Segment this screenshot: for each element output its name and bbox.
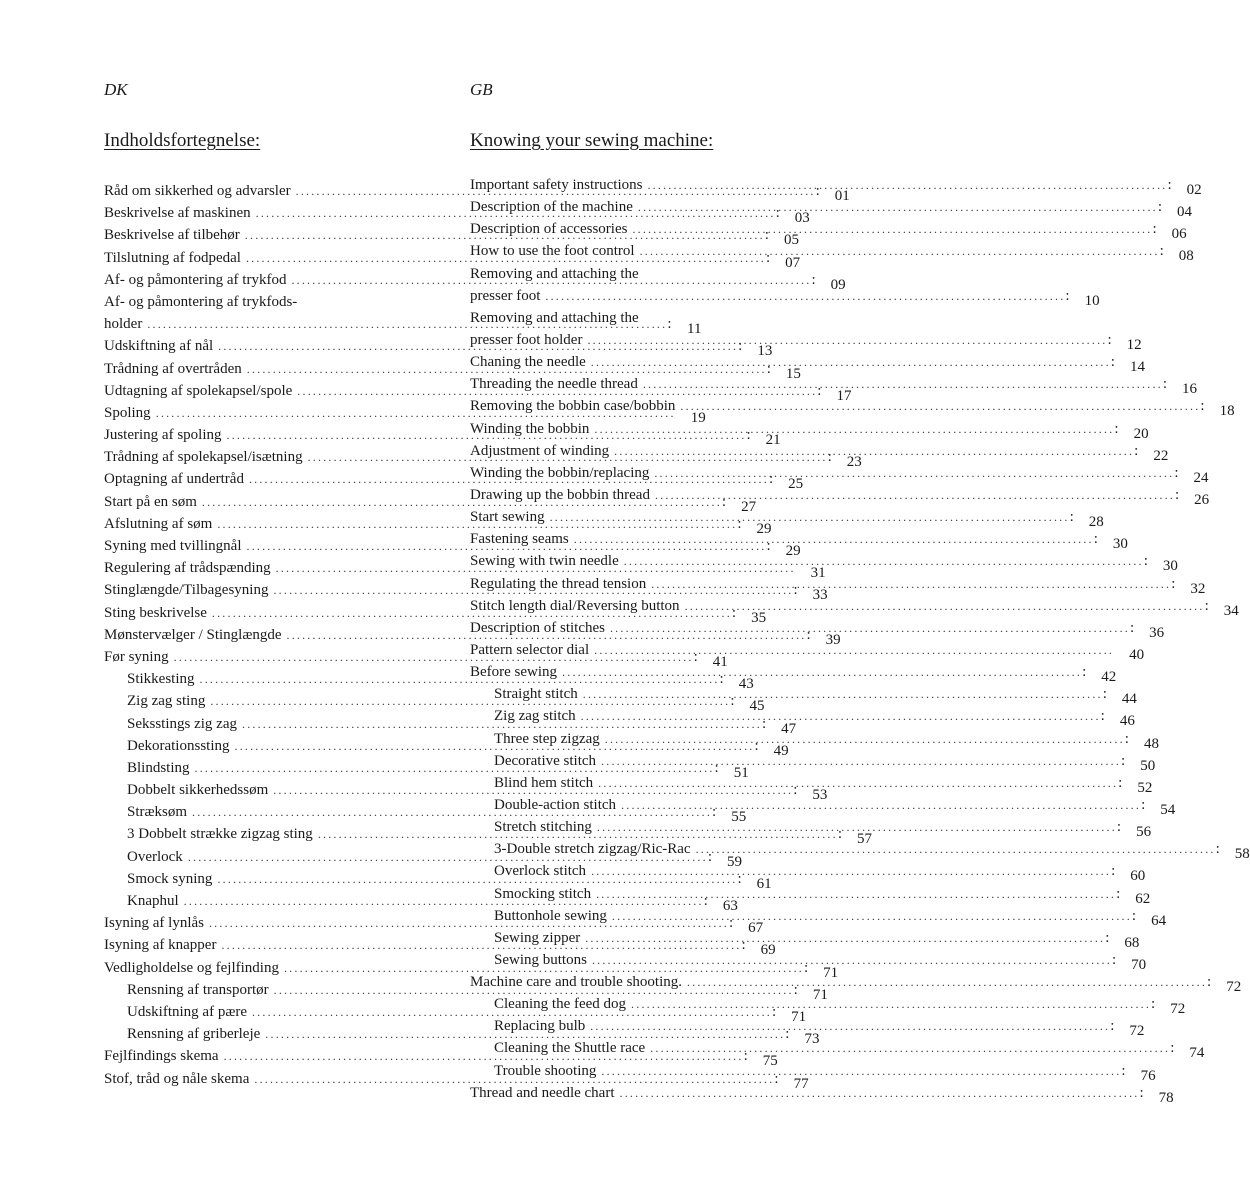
toc-dot-leader [582, 329, 1107, 351]
toc-entry-label: 3-Double stretch zigzag/Ric-Rac [494, 841, 691, 858]
toc-entry-page: 59 [726, 853, 742, 870]
toc-entry-separator: : [1167, 177, 1172, 193]
toc-entry-label: Straight stitch [494, 686, 578, 703]
toc-entry-page: 56 [1136, 824, 1152, 841]
toc-entry-label: Cleaning the feed dog [494, 996, 627, 1013]
toc-entry-label: Dobbelt sikkerhedssøm [127, 782, 269, 799]
toc-entry-label: Removing and attaching the [470, 309, 639, 326]
toc-entry-separator: : [765, 249, 771, 266]
toc-entry-page: 50 [1140, 757, 1156, 774]
toc-entry-label: Chaning the needle [470, 354, 586, 371]
toc-entry-label: Råd om sikkerhed og advarsler [104, 183, 291, 199]
toc-entry-page: 36 [1149, 624, 1165, 641]
toc-entry-page: 52 [1137, 779, 1153, 796]
toc-entry-separator: : [1215, 841, 1220, 858]
toc-entry-page: 06 [1171, 226, 1187, 243]
toc-dot-leader [569, 528, 1094, 550]
toc-entry-page: 41 [712, 653, 728, 670]
toc-entry-label: Before sewing [470, 664, 558, 681]
toc-entry-page: 58 [1234, 846, 1250, 863]
toc-entry-separator: : [1110, 1018, 1115, 1035]
toc-entry-page: 75 [762, 1053, 778, 1070]
toc-entry-label: Zig zag stitch [494, 708, 576, 725]
toc-entry-separator: : [827, 449, 832, 466]
toc-entry-label: Stof, tråd og nåle skema [104, 1070, 250, 1087]
toc-entry-label: Stræksøm [127, 804, 188, 821]
toc-dot-leader [638, 373, 1163, 395]
toc-entry-separator: : [1102, 686, 1107, 703]
toc-entry [470, 285, 1100, 309]
toc-dot-leader [605, 617, 1130, 639]
toc-entry-separator: : [1100, 708, 1105, 725]
toc-entry-page: 19 [690, 409, 706, 426]
toc-entry-label: Spoling [104, 404, 151, 421]
toc-entry-label: Drawing up the bobbin thread [470, 486, 650, 503]
toc-dot-leader [646, 573, 1171, 595]
toc-dot-leader [596, 750, 1121, 772]
toc-entry-separator: : [768, 471, 774, 488]
toc-entry-page: 34 [1223, 602, 1239, 619]
toc-entry-label: Rensning af griberleje [127, 1026, 261, 1043]
toc-entry-label: Beskrivelse af maskinen [104, 205, 251, 222]
toc-entry-page: 49 [773, 742, 789, 759]
toc-entry-separator: : [1082, 664, 1087, 681]
toc-entry-page: 78 [1158, 1089, 1174, 1106]
toc-entry-separator: : [1116, 885, 1121, 902]
toc-entry-page: 23 [846, 454, 862, 471]
toc-entry-page: 25 [788, 476, 804, 493]
toc-entry-separator: : [721, 493, 727, 510]
toc-entry-label: Trouble shooting [494, 1062, 597, 1079]
toc-entry-label: Decorative stitch [494, 752, 597, 769]
toc-entry-label: Smocking stitch [494, 885, 592, 902]
toc-entry-page: 39 [825, 631, 841, 648]
toc-entry-label: Dekorationssting [127, 737, 230, 754]
toc-entry-separator: : [793, 782, 798, 799]
toc-entry-label: Optagning af undertråd [104, 471, 244, 488]
toc-entry-label: Af- og påmontering af trykfods- [104, 293, 298, 310]
toc-entry-separator: : [703, 893, 708, 909]
toc-entry-label: Sting beskrivelse [104, 604, 207, 621]
toc-entry-page: 29 [756, 520, 772, 537]
toc-entry-label: Overlock [127, 848, 183, 865]
toc-entry-page: 60 [1130, 868, 1146, 885]
toc-entry-page: 74 [1189, 1045, 1205, 1062]
toc-entry-page: 10 [1084, 292, 1100, 309]
toc-entry-page: 33 [812, 587, 828, 604]
toc-entry-page: 77 [793, 1075, 809, 1092]
toc-entry-separator: : [1093, 531, 1098, 548]
toc-entry-page: 71 [791, 1008, 807, 1025]
toc-dot-leader [627, 218, 1152, 240]
toc-entry-label: Før syning [104, 648, 169, 665]
toc-entry-separator: : [1139, 1084, 1144, 1101]
toc-entry-separator: : [693, 648, 698, 665]
toc-dot-leader [576, 705, 1101, 727]
toc-entry-separator: : [1204, 597, 1209, 614]
toc-entry-separator: : [1151, 996, 1156, 1013]
toc-entry-separator: : [1174, 486, 1180, 503]
toc-dot-leader [649, 462, 1174, 484]
toc-entry-label: Description of the machine [470, 199, 633, 216]
toc-dot-leader [619, 550, 1144, 572]
toc-entry-separator: : [1124, 730, 1129, 747]
toc-entry-label: Sewing with twin needle [470, 553, 619, 570]
toc-entry-page: 15 [785, 365, 801, 382]
toc-dot-leader [650, 484, 1175, 506]
toc-entry-label: Fejlfindings skema [104, 1048, 219, 1065]
toc-entry-page: 11 [687, 321, 702, 338]
toc-entry-label: Trådning af spolekapsel/isætning [104, 449, 303, 466]
toc-entry-page: 35 [751, 609, 767, 626]
toc-entry-page: 08 [1178, 248, 1194, 265]
toc-dot-leader [680, 595, 1205, 617]
toc-dot-leader [635, 240, 1160, 262]
toc-entry-separator: : [775, 205, 780, 222]
toc-entry-page: 67 [748, 920, 764, 937]
toc-entry-label: Isyning af knapper [104, 937, 217, 954]
toc-entry-label: Sewing zipper [494, 929, 581, 946]
toc-entry-page: 32 [1190, 580, 1206, 597]
toc-entry-separator: : [762, 715, 767, 732]
toc-entry-label: Sewing buttons [494, 951, 587, 968]
toc-dot-leader [545, 506, 1070, 528]
toc-entry-separator: : [1111, 951, 1117, 968]
toc-entry-label: Trådning af overtråden [104, 360, 242, 377]
toc-entry [470, 307, 782, 329]
toc-entry [104, 291, 410, 313]
toc-entry-page: 13 [757, 343, 773, 360]
toc-entry-page: 03 [794, 210, 810, 227]
toc-entry-separator: : [803, 959, 809, 976]
toc-dot-leader [591, 883, 1116, 905]
toc-entry-label: Blindsting [127, 759, 190, 776]
toc-entry-page: 17 [836, 387, 852, 404]
toc-entry-separator: : [1105, 929, 1110, 946]
toc-entry-separator: : [741, 937, 746, 954]
toc-entry-label: Description of accessories [470, 221, 628, 238]
toc-entry-page: 31 [810, 565, 826, 582]
toc-entry-label: Smock syning [127, 870, 213, 887]
toc-entry-separator: : [1065, 287, 1070, 304]
toc-entry-page: 05 [783, 232, 799, 249]
toc-entry-page: 16 [1182, 381, 1198, 398]
toc-entry-separator: : [1118, 774, 1123, 791]
toc-entry [470, 263, 782, 285]
toc-entry-page: 14 [1129, 359, 1145, 376]
toc-entry-separator: : [1134, 442, 1139, 459]
toc-dot-leader [586, 351, 1111, 373]
toc-entry-page: 20 [1133, 425, 1149, 442]
toc-dot-leader [675, 395, 1200, 417]
toc-dot-leader [578, 683, 1103, 705]
toc-entry-label: Stinglængde/Tilbagesyning [104, 582, 269, 599]
toc-entry-separator: : [1131, 907, 1137, 924]
toc-entry-label: Rensning af transportør [127, 981, 269, 998]
toc-entry-separator: : [1200, 398, 1205, 415]
toc-dot-leader [589, 418, 1114, 440]
toc-entry-separator: : [743, 1048, 748, 1065]
toc-entry-label: Udskiftning af pære [127, 1003, 247, 1020]
toc-entry-separator: : [1152, 221, 1157, 238]
toc-entry-separator: : [1121, 752, 1126, 769]
toc-entry-label: Stikkesting [127, 671, 195, 688]
toc-entry-page: 30 [1112, 536, 1128, 553]
toc-entry-page: 44 [1121, 691, 1137, 708]
toc-entry-page: 22 [1153, 447, 1169, 464]
toc-entry-separator: : [1171, 575, 1176, 592]
toc-dot-leader [609, 440, 1134, 462]
toc-entry-separator: : [719, 671, 724, 688]
toc-entry-label: Description of stitches [470, 619, 605, 636]
toc-entry-label: Threading the needle thread [470, 376, 638, 393]
toc-entry-page: 76 [1140, 1067, 1156, 1084]
toc-dot-leader [600, 728, 1125, 750]
toc-entry-label: Knaphul [127, 893, 179, 909]
toc-dot-leader [557, 661, 1082, 683]
toc-entry-label: 3 Dobbelt strække zigzag sting [127, 826, 313, 843]
toc-entry-label: holder [104, 316, 143, 333]
toc-entry-page: 55 [731, 809, 747, 826]
toc-entry-label: Winding the bobbin/replacing [470, 464, 650, 481]
toc-entry-label: Mønstervælger / Stinglængde [104, 626, 282, 643]
toc-entry-page: 09 [830, 276, 846, 293]
toc-entry-page: 64 [1151, 912, 1167, 929]
toc-entry-label: Blind hem stitch [494, 774, 594, 791]
toc-entry-label: Double-action stitch [494, 796, 617, 813]
toc-dot-leader [596, 1060, 1121, 1082]
toc-dot-leader [586, 860, 1111, 882]
toc-entry-label: Justering af spoling [104, 427, 222, 444]
toc-entry-page: 01 [834, 188, 850, 204]
toc-entry-separator: : [764, 227, 769, 244]
toc-entry-page: 07 [785, 254, 801, 271]
toc-entry-separator: : [837, 826, 842, 843]
toc-entry-page: 02 [1186, 182, 1202, 198]
toc-entry-page: 26 [1194, 491, 1210, 508]
toc-entry-page: 71 [823, 964, 839, 981]
toc-entry-label: How to use the foot control [470, 243, 635, 260]
toc-dot-leader [607, 905, 1132, 927]
toc-entry-separator: : [714, 759, 719, 776]
toc-entry-separator: : [766, 360, 771, 377]
toc-entry-label: Af- og påmontering af trykfod [104, 271, 287, 288]
toc-entry-label: Cleaning the Shuttle race [494, 1040, 646, 1057]
toc-entry-page: 12 [1126, 336, 1142, 353]
toc-entry-label: Removing the bobbin case/bobbin [470, 398, 676, 415]
language-code-gb: GB [470, 80, 493, 99]
toc-entry-label: Winding the bobbin [470, 420, 590, 437]
toc-entry-separator: : [1121, 1062, 1126, 1079]
toc-entry-separator: : [1111, 863, 1116, 880]
toc-entry-label: Regulating the thread tension [470, 575, 647, 592]
toc-entry-page: 53 [812, 787, 828, 804]
toc-entry-separator: : [1114, 420, 1119, 437]
toc-entry-page: 57 [856, 831, 872, 848]
toc-entry-page: 51 [733, 764, 749, 781]
toc-dot-leader [633, 196, 1158, 218]
toc-entry-label: Beskrivelse af tilbehør [104, 227, 240, 244]
toc-entry-separator: : [817, 382, 822, 399]
toc-entry-label: Syning med tvillingnål [104, 538, 242, 554]
toc-entry-label: Tilslutning af fodpedal [104, 249, 241, 266]
toc-entry-separator: : [1157, 199, 1163, 216]
toc-entry-label: Regulering af trådspænding [104, 560, 271, 577]
toc-entry-separator: : [746, 427, 751, 444]
toc-dot-leader [645, 1037, 1170, 1059]
toc-entry-page: 70 [1131, 956, 1147, 973]
toc-entry-separator: : [1174, 464, 1179, 481]
toc-entry-page: 48 [1143, 735, 1159, 752]
toc-entry-separator: : [1129, 619, 1135, 636]
toc-entry-page: 62 [1135, 890, 1151, 907]
toc-entry-label: presser foot holder [470, 331, 583, 348]
toc-entry-separator: : [728, 915, 734, 932]
toc-entry-separator: : [737, 870, 742, 887]
toc-entry-separator: : [730, 693, 735, 710]
toc-dot-leader [585, 1015, 1110, 1037]
toc-entry-page: 72 [1226, 979, 1242, 996]
toc-entry-separator: : [667, 316, 672, 333]
toc-entry-label: Afslutning af søm [104, 515, 213, 532]
toc-entry-label: Fastening seams [470, 531, 569, 548]
toc-entry-separator: : [793, 981, 798, 998]
toc-dot-leader [615, 1082, 1140, 1104]
toc-entry-separator: : [1162, 376, 1168, 393]
language-code-dk: DK [104, 80, 128, 99]
toc-entry-page: 47 [781, 720, 797, 737]
toc-entry-label: Start på en søm [104, 493, 197, 510]
toc-entry-page: 54 [1160, 801, 1176, 818]
toc-entry-page: 29 [785, 543, 801, 559]
toc-dot-leader [587, 949, 1112, 971]
toc-entry-page: 73 [804, 1031, 820, 1048]
toc-entry-label: Stretch stitching [494, 819, 592, 836]
toc-entry-label: Replacing bulb [494, 1018, 586, 1035]
toc-dot-leader [593, 772, 1118, 794]
toc-entry-page: 27 [741, 498, 757, 515]
toc-entry-label: Thread and needle chart [470, 1084, 615, 1101]
toc-entry-page: 43 [738, 676, 754, 693]
toc-entry-separator: : [1170, 1040, 1175, 1057]
toc-entry-page: 28 [1088, 514, 1104, 531]
toc-entry-label: Isyning af lynlås [104, 915, 204, 932]
toc-entry-page: 72 [1129, 1023, 1145, 1040]
toc-entry-label: Udskiftning af nål [104, 338, 214, 355]
toc-entry-label: Three step zigzag [494, 730, 600, 747]
toc-entry-separator: : [811, 271, 816, 288]
toc-entry-separator: : [1110, 354, 1115, 371]
toc-entry-label: Important safety instructions [470, 177, 643, 193]
toc-entry-label: Machine care and trouble shooting. [470, 974, 683, 991]
toc-entry-label: Start sewing [470, 509, 545, 526]
toc-dot-leader [589, 639, 1114, 661]
toc-entry-label: Vedligholdelse og fejlfinding [104, 959, 279, 976]
toc-entry-label: Udtagning af spolekapsel/spole [104, 382, 293, 399]
toc-entry-separator: : [731, 604, 737, 621]
toc-entry-separator: : [1116, 819, 1122, 836]
toc-entry-separator: : [766, 538, 771, 554]
toc-entry-label: presser foot [470, 287, 541, 304]
toc-entry-separator: : [774, 1070, 779, 1087]
toc-entry-separator: : [737, 515, 742, 532]
toc-entry-page: 04 [1177, 204, 1193, 221]
toc-entry-separator: : [793, 582, 798, 599]
toc-entry-page: 18 [1219, 403, 1235, 420]
toc-entry-label: Pattern selector dial [470, 641, 590, 658]
toc-entry-page: 21 [765, 432, 781, 449]
toc-entry-page: 69 [760, 942, 776, 959]
toc-entry-label: Adjustment of winding [470, 442, 610, 459]
toc-entry-separator: : [771, 1003, 777, 1020]
toc-entry-separator: : [785, 1026, 790, 1043]
toc-entry-page: 24 [1193, 469, 1209, 486]
toc-entry-page: 72 [1170, 1001, 1186, 1018]
toc-entry-page: 63 [722, 898, 738, 914]
toc-entry-separator: : [738, 338, 743, 355]
toc-entry-page: 30 [1162, 558, 1178, 575]
toc-entry-label: Stitch length dial/Reversing button [470, 597, 680, 614]
toc-entry-label: Seksstings zig zag [127, 715, 237, 732]
toc-dot-leader [580, 927, 1105, 949]
toc-entry-separator: : [815, 183, 820, 199]
toc-entry-separator: : [754, 737, 759, 754]
toc-entry-label: Overlock stitch [494, 863, 587, 880]
toc-entry-separator: : [712, 804, 717, 821]
toc-entry-separator: : [1207, 974, 1212, 991]
toc-entry-label: Removing and attaching the [470, 265, 639, 282]
toc-entry-page: 71 [812, 986, 828, 1003]
toc-entry-separator: : [1069, 509, 1074, 526]
toc-entry-separator: : [1159, 243, 1164, 260]
toc-heading-dk: Indholdsfortegnelse: [104, 130, 261, 151]
toc-entry-separator: : [1141, 796, 1146, 813]
toc-entry-page: 46 [1119, 713, 1135, 730]
toc-entry-separator: : [1107, 331, 1112, 348]
toc-entry-page: 45 [749, 698, 765, 715]
toc-heading-gb: Knowing your sewing machine: [470, 130, 714, 151]
toc-entry-separator: : [1143, 553, 1148, 570]
toc-entry-label: Buttonhole sewing [494, 907, 607, 924]
toc-entry-separator: : [806, 626, 811, 643]
toc-entry-label: Zig zag sting [127, 693, 206, 710]
toc-entry-page: 61 [756, 875, 772, 892]
toc-dot-leader [626, 993, 1151, 1015]
toc-dot-leader [540, 285, 1065, 307]
toc-entry-page: 40 [1129, 646, 1145, 663]
toc-entry-page: 68 [1124, 934, 1140, 951]
toc-entry-separator: : [707, 848, 712, 865]
toc-dot-leader [642, 174, 1167, 196]
toc-dot-leader [616, 794, 1141, 816]
toc-dot-leader [592, 816, 1117, 838]
toc-entry-page: 42 [1101, 669, 1117, 686]
